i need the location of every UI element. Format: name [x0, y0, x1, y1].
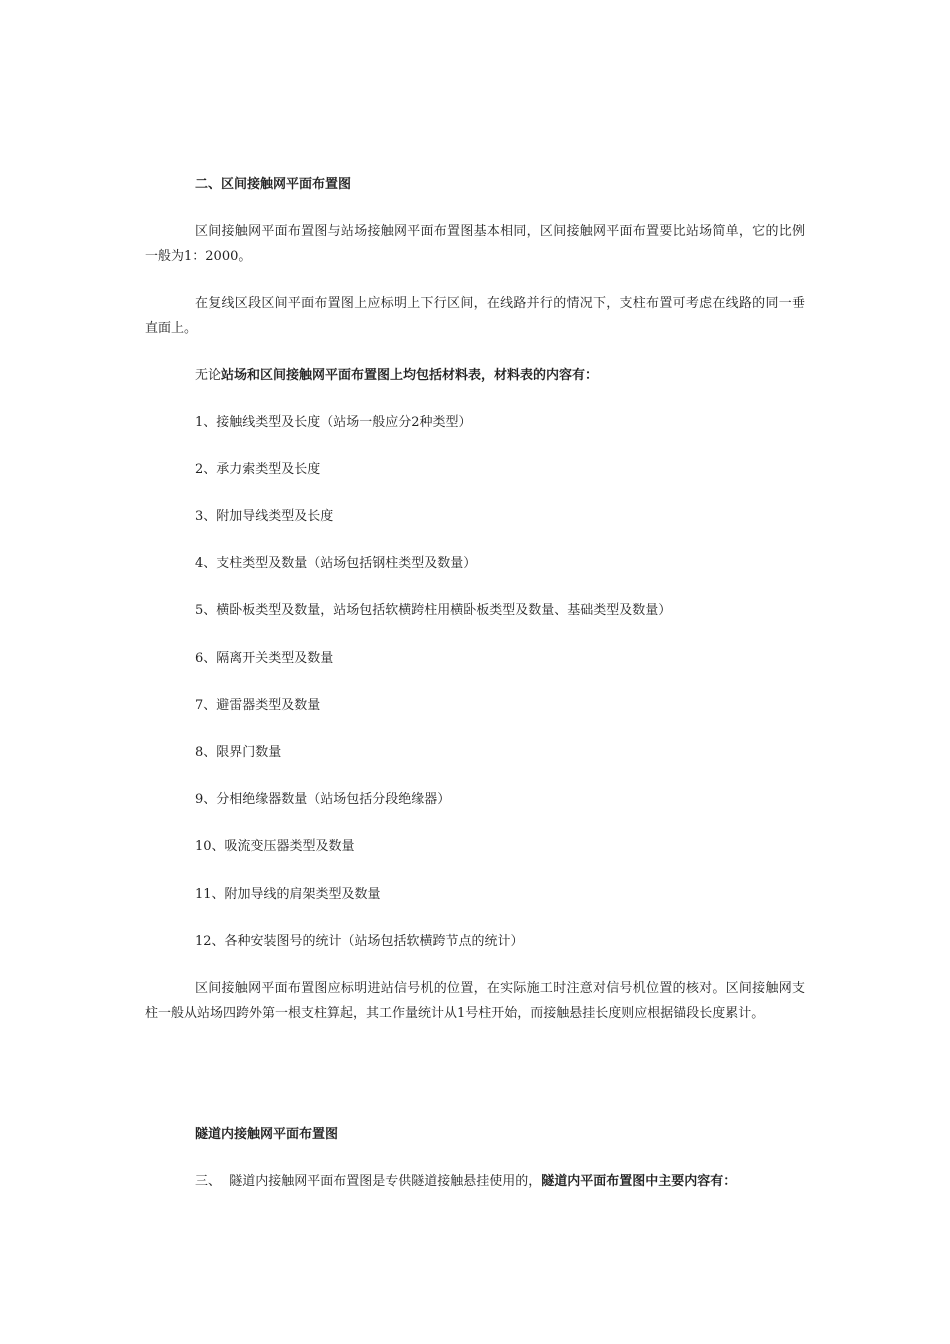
list-item: 3、附加导线类型及长度 — [195, 509, 334, 524]
list-item: 5、横卧板类型及数量，站场包括软横跨柱用横卧板类型及数量、基础类型及数量） — [195, 603, 672, 618]
list-item: 9、分相绝缘器数量（站场包括分段绝缘器） — [195, 792, 451, 807]
list-item: 11、附加导线的肩架类型及数量 — [195, 887, 381, 902]
paragraph-double-track: 在复线区段区间平面布置图上应标明上下行区间，在线路并行的情况下，支柱布置可考虑在线路的同一垂直面上。 — [145, 296, 805, 336]
tunnel-paragraph — [195, 1169, 810, 1194]
paragraph-scale: 区间接触网平面布置图与站场接触网平面布置图基本相同，区间接触网平面布置要比站场简单，它的比例一般为1：2000。 — [145, 224, 805, 264]
list-item: 8、限界门数量 — [195, 745, 282, 760]
list-item: 6、隔离开关类型及数量 — [195, 651, 334, 666]
list-item: 7、避雷器类型及数量 — [195, 698, 321, 713]
list-item: 4、支柱类型及数量（站场包括钢柱类型及数量） — [195, 556, 477, 571]
list-item: 2、承力索类型及长度 — [195, 462, 321, 477]
materials-intro-prefix: 无论 — [195, 368, 222, 383]
paragraph-signal: 区间接触网平面布置图应标明进站信号机的位置，在实际施工时注意对信号机位置的核对。区间接触网支柱一般从站场四跨外第一根支柱算起，其工作量统计从1号柱开始，而接触悬挂长度则应根据锚段长度累计。 — [145, 981, 805, 1021]
list-item: 10、吸流变压器类型及数量 — [195, 839, 355, 854]
materials-intro-bold: 站场和区间接触网平面布置图上均包括材料表，材料表的内容有： — [221, 368, 599, 383]
materials-intro — [195, 363, 810, 388]
section-heading: 二、区间接触网平面布置图 — [195, 177, 352, 192]
tunnel-paragraph-prefix: 三、 隧道内接触网平面布置图是专供隧道接触悬挂使用的， — [195, 1174, 542, 1189]
list-item: 1、接触线类型及长度（站场一般应分2种类型） — [195, 415, 472, 430]
list-item: 12、各种安装图号的统计（站场包括软横跨节点的统计） — [195, 934, 524, 949]
tunnel-heading: 隧道内接触网平面布置图 — [195, 1127, 339, 1142]
tunnel-paragraph-bold: 隧道内平面布置图中主要内容有： — [541, 1174, 737, 1189]
